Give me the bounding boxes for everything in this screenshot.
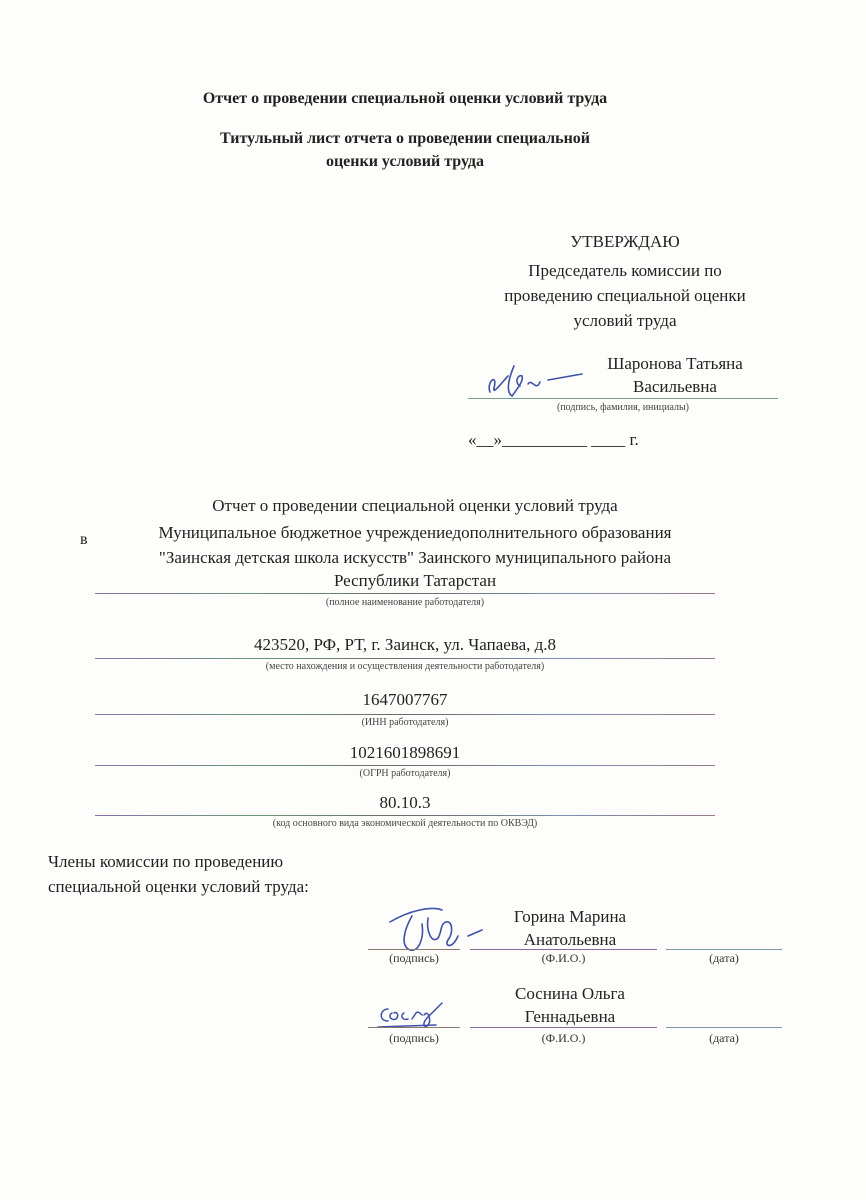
report-heading: Отчет о проведении специальной оценки условий труда <box>212 496 618 515</box>
commission-heading-2: специальной оценки условий труда: <box>48 877 309 896</box>
member-signature-sosnina <box>372 995 462 1031</box>
approval-position-1: Председатель комиссии по <box>528 261 722 280</box>
employer-okved: 80.10.3 <box>379 793 431 812</box>
member-name-2-line-2: Геннадьевна <box>524 1007 616 1026</box>
employer-inn: 1647007767 <box>362 690 448 709</box>
member-2-sig-caption: (подпись) <box>389 1031 439 1045</box>
approver-name-2: Васильевна <box>633 377 717 396</box>
approval-stamp: УТВЕРЖДАЮ <box>570 232 680 251</box>
member-1-fio-caption: (Ф.И.О.) <box>541 951 586 965</box>
approver-caption: (подпись, фамилия, инициалы) <box>556 402 690 413</box>
approval-date: «__»__________ ____ г. <box>468 430 639 449</box>
ogrn-caption: (ОГРН работодателя) <box>359 768 451 779</box>
member-2-date-caption: (дата) <box>709 1031 739 1045</box>
commission-heading-1: Члены комиссии по проведению <box>48 852 284 871</box>
member-name-1-line-1: Горина Марина <box>513 907 627 926</box>
svg-text:И Вгу: И Вгу <box>678 558 681 559</box>
okved-caption: (код основного вида экономической деятельности по ОКВЭД) <box>272 818 538 829</box>
member-1-date-caption: (дата) <box>709 951 739 965</box>
subtitle-line-1: Титульный лист отчета о проведении специальной <box>219 130 591 147</box>
employer-prefix: в <box>80 531 88 548</box>
approver-name-1: Шаронова Татьяна <box>607 354 743 373</box>
member-1-sig-caption: (подпись) <box>389 951 439 965</box>
employer-name-1: Муниципальное бюджетное учреждениедополнительного образования <box>158 523 672 542</box>
member-name-2-line-1: Соснина Ольга <box>515 984 625 1003</box>
page-title: Отчет о проведении специальной оценки условий труда <box>202 90 608 107</box>
employer-caption: (полное наименование работодателя) <box>325 597 485 608</box>
member-name-1-line-2: Анатольевна <box>523 930 617 949</box>
subtitle-line-2: оценки условий труда <box>325 153 485 170</box>
employer-name-2: "Заинская детская школа искусств" Заинского муниципального района <box>158 548 672 567</box>
employer-name-3: Республики Татарстан <box>333 571 497 590</box>
employer-ogrn: 1021601898691 <box>349 743 461 762</box>
approval-position-2: проведению специальной оценки <box>504 286 746 305</box>
member-2-fio-caption: (Ф.И.О.) <box>541 1031 586 1045</box>
inn-caption: (ИНН работодателя) <box>361 717 449 728</box>
employer-address: 423520, РФ, РТ, г. Заинск, ул. Чапаева, д.8 <box>253 635 557 654</box>
address-caption: (место нахождения и осуществления деятельности работодателя) <box>265 661 545 672</box>
approval-position-3: условий труда <box>573 311 677 330</box>
